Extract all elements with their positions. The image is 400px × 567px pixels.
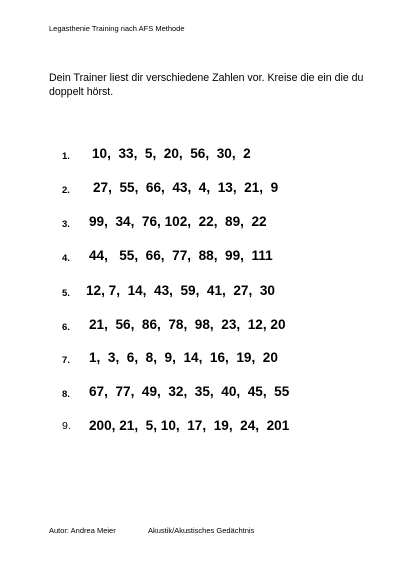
footer-topic: Akustik/Akustisches Gedächtnis [148, 526, 255, 535]
exercise-row [0, 316, 400, 336]
exercise-values: 67, 77, 49, 32, 35, 40, 45, 55 [89, 384, 290, 399]
exercise-row [0, 417, 400, 437]
exercise-values: 12, 7, 14, 43, 59, 41, 27, 30 [86, 283, 275, 298]
exercise-number: 3. [62, 219, 70, 230]
exercise-number: 6. [62, 322, 70, 333]
exercise-values: 44, 55, 66, 77, 88, 99, 111 [89, 248, 273, 263]
exercise-row [0, 383, 400, 403]
page-header: Legasthenie Training nach AFS Methode [49, 24, 185, 33]
exercise-values: 1, 3, 6, 8, 9, 14, 16, 19, 20 [89, 350, 278, 365]
exercise-values: 99, 34, 76, 102, 22, 89, 22 [89, 214, 267, 229]
exercise-values: 21, 56, 86, 78, 98, 23, 12, 20 [89, 317, 286, 332]
exercise-values: 27, 55, 66, 43, 4, 13, 21, 9 [93, 180, 279, 195]
exercise-number: 9. [62, 420, 71, 432]
instruction-text: Dein Trainer liest dir verschiedene Zahlen vor. Kreise die ein die du doppelt hörst. [49, 72, 364, 98]
exercise-number: 1. [62, 151, 70, 162]
exercise-number: 7. [62, 355, 70, 366]
exercise-row [0, 349, 400, 369]
exercise-row [0, 179, 400, 199]
exercise-values: 200, 21, 5, 10, 17, 19, 24, 201 [89, 418, 290, 433]
exercise-row [0, 145, 400, 165]
footer-author: Autor: Andrea Meier [49, 526, 116, 535]
exercise-values: 10, 33, 5, 20, 56, 30, 2 [92, 146, 251, 161]
exercise-row [0, 213, 400, 233]
exercise-number: 2. [62, 185, 70, 196]
exercise-row [0, 247, 400, 267]
exercise-number: 8. [62, 389, 70, 400]
exercise-number: 5. [62, 288, 70, 299]
exercise-row [0, 282, 400, 302]
exercise-number: 4. [62, 253, 70, 264]
